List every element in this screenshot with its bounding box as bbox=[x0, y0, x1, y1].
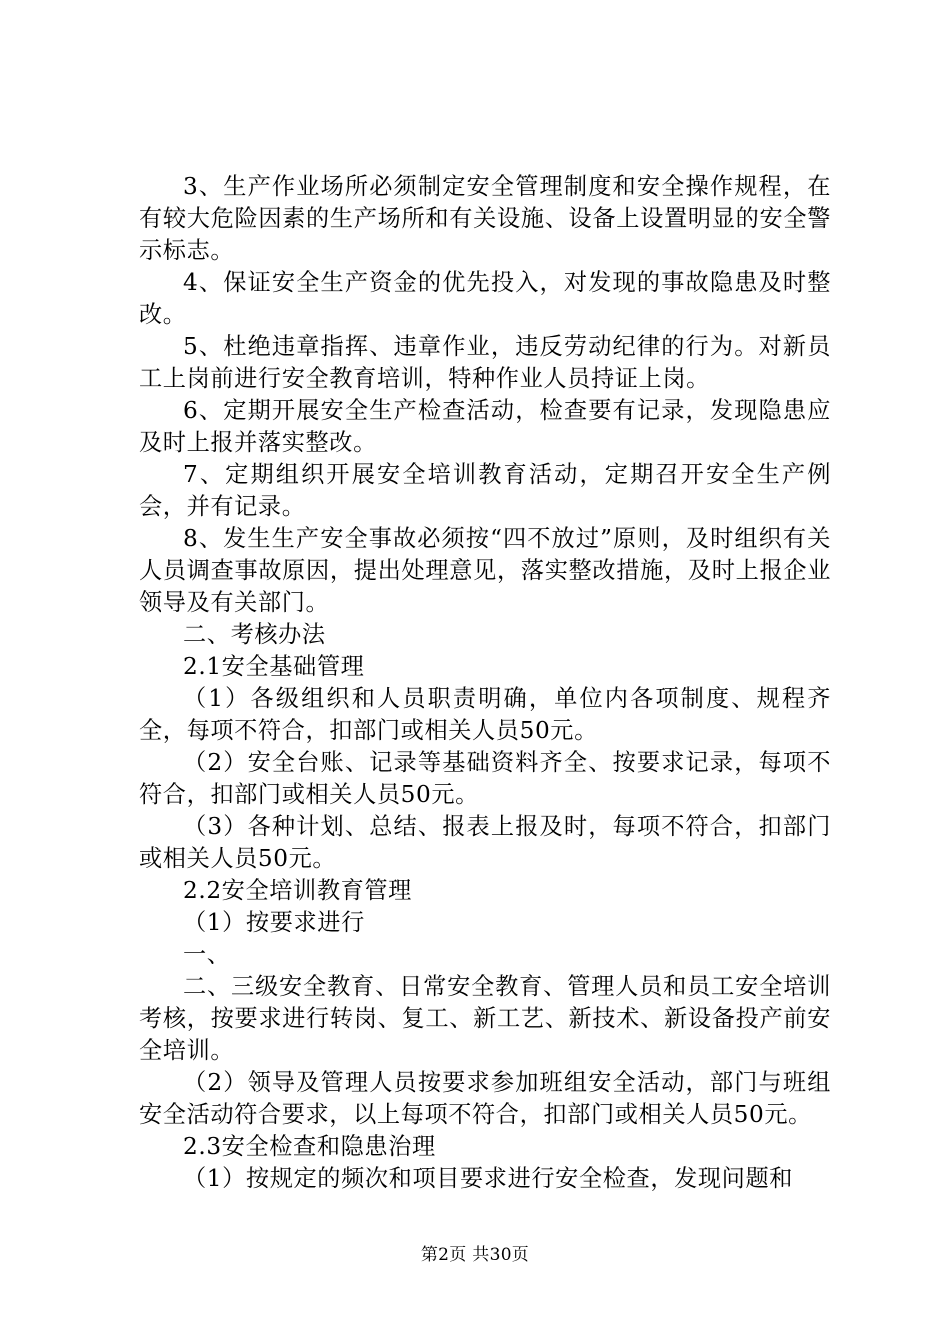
clause-2-1-1: （1）各级组织和人员职责明确，单位内各项制度、规程齐全，每项不符合，扣部门或相关人员50元。 bbox=[139, 685, 831, 744]
clause-2-3-1: （1）按规定的频次和项目要求进行安全检查，发现问题和 bbox=[183, 1165, 794, 1192]
paragraph-item-4: 4、保证安全生产资金的优先投入，对发现的事故隐患及时整改。 bbox=[139, 269, 831, 328]
paragraph-item-7: 7、定期组织开展安全培训教育活动，定期召开安全生产例会，并有记录。 bbox=[139, 461, 831, 520]
page-footer: 第2页 共30页 bbox=[420, 1245, 530, 1265]
clause-2-2-1: （1）按要求进行 bbox=[183, 909, 365, 936]
subsection-heading-2-1: 2.1安全基础管理 bbox=[183, 653, 365, 680]
subsection-heading-2-3: 2.3安全检查和隐患治理 bbox=[183, 1133, 436, 1160]
document-body bbox=[139, 171, 831, 1195]
paragraph-item-6: 6、定期开展安全生产检查活动，检查要有记录，发现隐患应及时上报并落实整改。 bbox=[139, 397, 831, 456]
clause-2-2-1-continued: 二、三级安全教育、日常安全教育、管理人员和员工安全培训考核，按要求进行转岗、复工、新工艺、新技术、新设备投产前安全培训。 bbox=[139, 973, 831, 1064]
clause-2-2-2: （2）领导及管理人员按要求参加班组安全活动，部门与班组安全活动符合要求，以上每项不符合，扣部门或相关人员50元。 bbox=[139, 1069, 831, 1128]
list-marker-one: 一、 bbox=[183, 941, 231, 968]
section-heading-assessment: 二、考核办法 bbox=[183, 621, 326, 648]
paragraph-item-3: 3、生产作业场所必须制定安全管理制度和安全操作规程，在有较大危险因素的生产场所和有关设施、设备上设置明显的安全警示标志。 bbox=[139, 173, 831, 264]
clause-2-1-3: （3）各种计划、总结、报表上报及时，每项不符合，扣部门或相关人员50元。 bbox=[139, 813, 831, 872]
paragraph-item-8: 8、发生生产安全事故必须按“四不放过”原则，及时组织有关人员调查事故原因，提出处理意见，落实整改措施，及时上报企业领导及有关部门。 bbox=[139, 525, 831, 616]
clause-2-1-2: （2）安全台账、记录等基础资料齐全、按要求记录，每项不符合，扣部门或相关人员50元。 bbox=[139, 749, 831, 808]
paragraph-item-5: 5、杜绝违章指挥、违章作业，违反劳动纪律的行为。对新员工上岗前进行安全教育培训，特种作业人员持证上岗。 bbox=[139, 333, 831, 392]
subsection-heading-2-2: 2.2安全培训教育管理 bbox=[183, 877, 412, 904]
